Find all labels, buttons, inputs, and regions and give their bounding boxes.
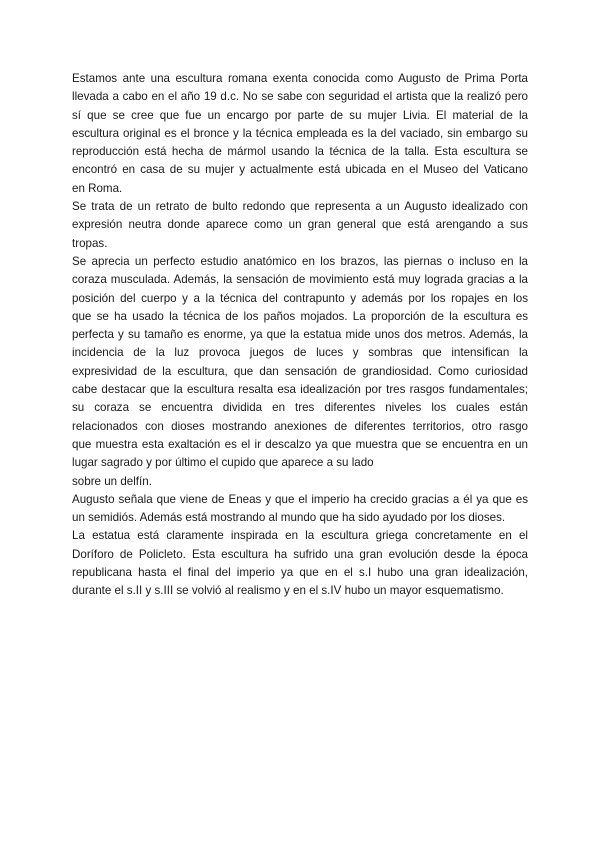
document-body xyxy=(72,70,528,601)
text-line: llevada a cabo en el año 19 d.c. No se sabe con seguridad el artista que la realizó pero xyxy=(72,90,528,104)
text-line: Doríforo de Policleto. Esta escultura ha sufrido una gran evolución desde la época xyxy=(72,547,528,561)
paragraph-greek-influence xyxy=(72,527,528,600)
text-line: Se aprecia un perfecto estudio anatómico en los brazos, las piernas o incluso en la xyxy=(72,254,528,268)
text-line: Augusto señala que viene de Eneas y que el imperio ha crecido gracias a él ya que es xyxy=(72,492,528,506)
paragraph-portrait-description xyxy=(72,198,528,253)
paragraph-introduction xyxy=(72,70,528,198)
text-line: reproducción está hecha de mármol usando la técnica de la talla. Esta escultura se xyxy=(72,145,528,159)
paragraph-dolphin xyxy=(72,473,528,491)
text-line: relacionados con dioses mostrando anexiones de diferentes territorios, otro rasgo xyxy=(72,419,528,433)
text-line: que se ha usado la técnica de los paños mojados. La proporción de la escultura es xyxy=(72,309,528,323)
text-line: en Roma. xyxy=(72,181,123,195)
text-line: Se trata de un retrato de bulto redondo que representa a un Augusto idealizado con xyxy=(72,200,528,214)
text-line: sobre un delfín. xyxy=(72,474,152,488)
text-line: expresividad de la escultura, que dan sensación de grandiosidad. Como curiosidad xyxy=(72,364,528,378)
text-line: cabe destacar que la escultura resalta esa idealización por tres rasgos fundamentales; xyxy=(72,383,528,397)
text-line: La estatua está claramente inspirada en la escultura griega concretamente en el xyxy=(72,529,528,543)
text-line: coraza musculada. Además, la sensación de movimiento está muy lograda gracias a la xyxy=(72,273,528,287)
text-line: Estamos ante una escultura romana exenta conocida como Augusto de Prima Porta xyxy=(72,72,528,85)
text-line: que muestra esta exaltación es el ir descalzo ya que muestra que se encuentra en un xyxy=(72,437,528,451)
text-line: un semidiós. Además está mostrando al mundo que ha sido ayudado por los dioses. xyxy=(72,511,506,525)
paragraph-augustus-lineage xyxy=(72,491,528,528)
text-line: escultura original es el bronce y la técnica empleada es la del vaciado, sin embargo su xyxy=(72,126,528,140)
text-line: lugar sagrado y por último el cupido que aparece a su lado xyxy=(72,456,374,470)
text-line: perfecta y su tamaño es enorme, ya que la estatua mide unos dos metros. Además, la xyxy=(72,328,528,342)
text-line: republicana hasta el final del imperio ya que en el s.I hubo una gran idealización, xyxy=(72,566,528,580)
text-line: tropas. xyxy=(72,236,108,250)
text-line: su coraza se encuentra dividida en tres diferentes niveles los cuales están xyxy=(72,401,528,415)
text-line: posición del cuerpo y a la técnica del contrapunto y además por los ropajes en los xyxy=(72,291,528,305)
text-line: durante el s.II y s.III se volvió al realismo y en el s.IV hubo un mayor esquematismo. xyxy=(72,584,504,598)
text-line: encontró en casa de su mujer y actualmente está ubicada en el Museo del Vaticano xyxy=(72,163,528,177)
text-line: incidencia de la luz provoca juegos de luces y sombras que intensifican la xyxy=(72,346,528,360)
paragraph-anatomy-analysis xyxy=(72,253,528,473)
text-line: expresión neutra donde aparece como un gran general que está arengando a sus xyxy=(72,218,528,232)
text-line: sí que se cree que fue un encargo por parte de su mujer Livia. El material de la xyxy=(72,108,528,122)
